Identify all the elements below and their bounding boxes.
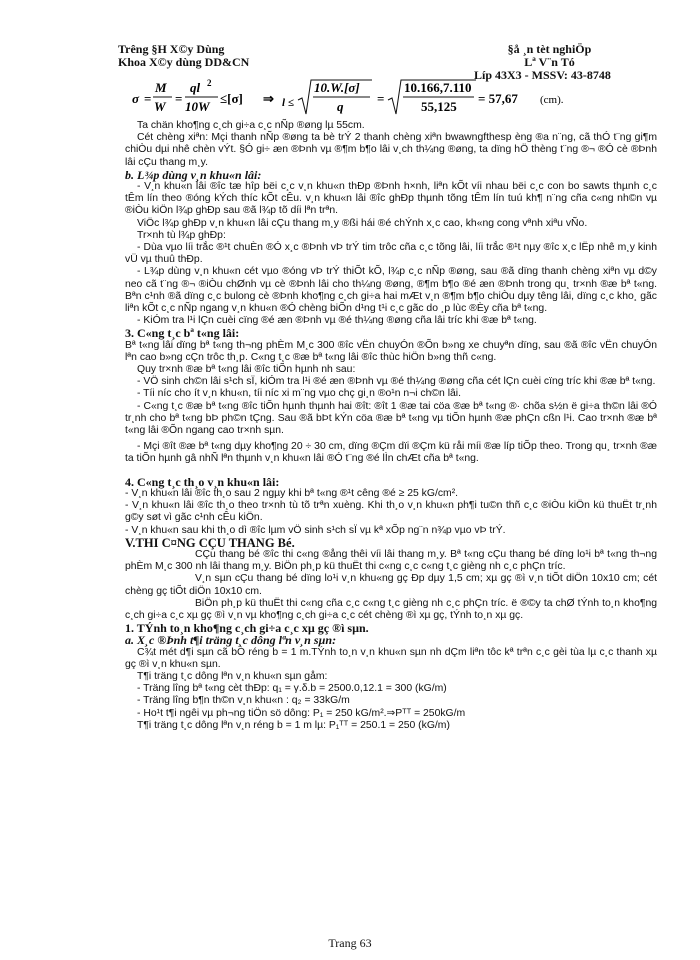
thesis-title: §å ¸n tèt nghiÖp	[507, 42, 592, 56]
list-item: - Tíi níc cho ít v¸n khu«n, tíi níc xi m¨ng vµo chç gi¸n ®o¹n n¬i ch©n lâi.	[137, 388, 462, 400]
formula-10w: 10W	[185, 99, 210, 114]
paragraph: Cét chèng xiªn: Mçi thanh nÑp ®øng ta bè trÝ 2 thanh chèng xiªn bwawngfthesp èng ®a n¨ng, cã thÓ t¨ng gi¶m chiÒu dµi nhê chèn vÝt. §Ó gi÷ æn ®Þnh vµ ®¶m b¶o lâi v¸ch th¼ng ®øng, ta dïng hÖ thèng t¨ng ®¬ ®Ó cè ®Þnh lâi cÇu thang m¸y.	[125, 132, 657, 168]
spacing-formula	[130, 78, 600, 118]
svg-text:=: =	[175, 91, 183, 106]
section-heading: 3. C«ng t¸c bª t«ng lâi:	[125, 326, 240, 341]
paragraph: Bª t«ng lâi dïng bª t«ng th¬ng phÈm M¸c 300 ®îc vËn chuyÓn ®Õn b»ng xe chuyªn dïng, sau ®ã ®îc vËn chuyÓn lªn cao b»ng cÇn trôc th¸p. C«ng t¸c ®æ bª t«ng lâi ®îc thùc hiÖn b»ng thñ c«ng.	[125, 339, 657, 363]
formula-unit: (cm).	[540, 94, 564, 106]
paragraph: BiÖn ph¸p kü thuËt thi c«ng cña c¸c c«ng t¸c gièng nh c¸c phÇn tríc. ë ®©y ta chØ tÝnh to¸n kho¶ng c¸ch gi÷a c¸c xµ gç ®ì v¸n vµ kho¶ng c¸ch gi÷a c¸c cét chèng ®ì xµ gç, tÝnh to¸n xµ gç.	[125, 597, 657, 621]
list-item: - C«ng t¸c ®æ bª t«ng ®îc tiÕn hµnh thµnh hai ®ît: ®ît 1 ®æ tai cöa ®æ bª t«ng ®· chõa s½n ë gi÷a th©n lâi ®Ó tr¸nh cho bª t«ng bÞ ph©n tÇng. Sau ®ã bÞt kÝn cöa ®æ bª t«ng vµ tiÕn hµnh ®æ phÇn cßn l¹i. Cao tr×nh ®æ bª t«ng lâi ®Õn ngang cao tr×nh sµn.	[125, 400, 657, 437]
page-number: Trang 63	[328, 936, 372, 950]
university-name: Trêng §H X©y Dùng	[118, 42, 225, 56]
svg-text:2: 2	[207, 78, 212, 88]
paragraph: Ta chän kho¶ng c¸ch gi÷a c¸c nÑp ®øng lµ 55cm.	[137, 120, 365, 131]
list-item: - KiÓm tra l¹i lÇn cuèi cïng ®é æn ®Þnh vµ ®é th¼ng ®øng cña lâi tríc khi ®æ bª t«ng.	[137, 315, 537, 327]
section-heading: 4. C«ng t¸c th¸o v¸n khu«n lâi:	[125, 474, 280, 489]
paragraph: C¾t mét d¶i sµn cã bÒ réng b = 1 m.TÝnh to¸n v¸n khu«n sµn nh dÇm liªn tôc kª trªn c¸c gèi tùa lµ c¸c thanh xµ gç ®ì v¸n khu«n sµn.	[125, 646, 657, 670]
paragraph: T¶i träng t¸c dông lªn v¸n khu«n sµn gåm:	[137, 670, 328, 682]
paragraph: Quy tr×nh ®æ bª t«ng lâi ®îc tiÕn hµnh nh sau:	[137, 364, 356, 376]
faculty-name: Khoa X©y dùng DD&CN	[118, 55, 250, 69]
document-body	[125, 120, 657, 732]
formula-sigma: σ	[132, 91, 140, 106]
formula-denominator-2: 55,125	[421, 99, 457, 114]
paragraph: - V¸n khu«n lâi ®îc tæ hîp bëi c¸c v¸n khu«n thÐp ®Þnh h×nh, liªn kÕt víi nhau bëi c¸c con bo sawts thµnh c¸c tÊm lín theo ®óng kÝch thíc kÕt cÊu. v¸n khu«n lâi ®îc ghÐp thµnh tõng tÊm lín tuú kh¶ n¨ng cña c«ng nh©n vµ ®iÒu kiÖn l¾p ghÐp sau ®ã l¾p tõ díi lªn trªn.	[125, 181, 657, 217]
formula-numerator-1: 10.W.[σ]	[314, 80, 360, 95]
header-right	[474, 42, 611, 82]
student-name: Lª V¨n Tó	[524, 55, 575, 69]
paragraph: CÇu thang bé ®îc thi c«ng ®ång thêi víi lâi thang m¸y. Bª t«ng cÇu thang bé dïng lo¹i bª t«ng th¬ng phÈm M¸c 300 nh lâi thang m¸y. BiÖn ph¸p kü thuËt thi c«ng c¸c c«ng t¸c gièng nh c¸c phÇn tríc.	[125, 548, 657, 573]
list-item: - V¸n khu«n lâi ®îc th¸o sau 2 ngµy khi bª t«ng ®¹t cêng ®é ≥ 25 kG/cm².	[125, 487, 459, 499]
section-heading: 1. TÝnh to¸n kho¶ng c¸ch gi÷a c¸c xµ gç ®ì sµn.	[125, 621, 369, 636]
formula-w: W	[154, 99, 166, 114]
header-left	[118, 43, 249, 69]
paragraph: Tr×nh tù l¾p ghÐp:	[137, 229, 226, 241]
list-item: - Dùa vµo líi trắc ®¹t chuÈn ®Ó x¸c ®Þnh vÞ trÝ tim trôc cña c¸c tõng lâi, líi trắc ®¹t nµy ®îc x¸c lËp nhê m¸y kinh vÜ vµ thuû thÐp.	[125, 242, 657, 266]
formula-condition: ≤[σ]	[220, 91, 243, 106]
paragraph: ViÖc l¾p ghÐp v¸n khu«n lâi cÇu thang m¸y ®ßi hái ®é chÝnh x¸c cao, kh«ng cong vªnh xiªu vÑo.	[137, 217, 588, 229]
list-item: - Träng lîng bª t«ng cèt thÐp: q₁ = γ.δ.b = 2500.0,12.1 = 300 (kG/m)	[137, 683, 447, 695]
list-item: - L¾p dùng v¸n khu«n cét vµo ®óng vÞ trÝ thiÕt kÕ, l¾p c¸c nÑp ®øng, sau ®ã dïng thanh chèng xiªn vµ d©y neo cã t¨ng ®¬ ®iÒu chØnh vµ cè ®Þnh lâi cho th¼ng ®øng, ®¶m b¶o ®é æn ®Þnh trong qu¸ tr×nh ®æ bª t«ng. Bªn c¹nh ®ã dïng c¸c bulong cè ®Þnh kho¶ng c¸ch gi÷a hai mÆt v¸n ®¶m b¶o chiÒu dµy têng lâi, dïng c¸c kho¸ gãc liªn kÕt c¸c nÑp ngang v¸n khu«n ®Ó chèng biÕn d¹ng t¹i c¸c gãc do ¸p lùc ®Èy cña bª t«ng.	[125, 266, 657, 315]
svg-text:⇒: ⇒	[263, 91, 274, 106]
formula-m: M	[155, 80, 167, 95]
list-item: - Mçi ®ît ®æ bª t«ng dµy kho¶ng 20 ÷ 30 cm, dïng ®Çm dïi ®Çm kü råi míi ®æ líp tiÕp theo. Trong qu¸ tr×nh ®æ ta tiÕn hµnh gâ nhÑ lªn thµnh v¸n khu«n lâi ®Ó t¨ng ®é lÌn chÆt cña bª t«ng.	[125, 441, 657, 465]
subsection-heading: b. L¾p dùng v¸n khu«n lâi:	[125, 167, 262, 182]
svg-text:=: =	[377, 91, 385, 106]
svg-text:≤: ≤	[288, 97, 295, 109]
formula-numerator-2: 10.166,7.110	[404, 80, 472, 95]
formula-result: = 57,67	[478, 91, 518, 106]
paragraph: T¶i träng t¸c dông lªn v¸n réng b = 1 m lµ: P₁ᵀᵀ = 250.1 = 250 (kG/m)	[137, 719, 450, 731]
formula-l: l	[282, 97, 286, 109]
list-item: - V¸n khu«n lâi ®îc th¸o theo tr×nh tù tõ trªn xuèng. Khi th¸o v¸n khu«n ph¶i tu©n thñ c¸c ®iÒu kiÖn kü thuËt tr¸nh g©y søt vì gãc c¹nh cÊu kiÖn.	[125, 500, 657, 524]
list-item: - Ho¹t t¶i ngêi vµ ph¬ng tiÖn sö dông: P₁ = 250 kG/m².⇒Pᵀᵀ = 250kG/m	[137, 707, 466, 719]
class-id: Líp 43X3 - MSSV: 43-8748	[474, 68, 611, 82]
subsection-heading: a. X¸c ®Þnh t¶i träng t¸c dông lªn v¸n sµn:	[125, 633, 337, 648]
list-item: - VÖ sinh ch©n lâi s¹ch sÏ, kiÓm tra l¹i ®é æn ®Þnh vµ ®é th¼ng ®øng cña cét lÇn cuèi cïng tríc khi ®æ bª t«ng.	[137, 376, 656, 388]
svg-text:=: =	[144, 91, 152, 106]
chapter-heading: V.THI C¤NG CÇU THANG Bé.	[125, 535, 295, 550]
list-item: - V¸n khu«n sau khi th¸o dì ®îc lµm vÖ sinh s¹ch sÏ vµ kª xÕp ng¨n n¾p vµo vÞ trÝ.	[125, 524, 506, 536]
list-item: - Träng lîng b¶n th©n v¸n khu«n : q₂ = 33kG/m	[137, 695, 350, 707]
formula-ql2: ql	[190, 80, 201, 95]
paragraph: V¸n sµn cÇu thang bé dïng lo¹i v¸n khu«ng gç Ðp dµy 1,5 cm; xµ gç ®ì v¸n tiÕt diÖn 10x10 cm; cét chèng gç tiÕt diÖn 10x10 cm.	[125, 573, 657, 597]
formula-denominator-1: q	[337, 99, 344, 114]
